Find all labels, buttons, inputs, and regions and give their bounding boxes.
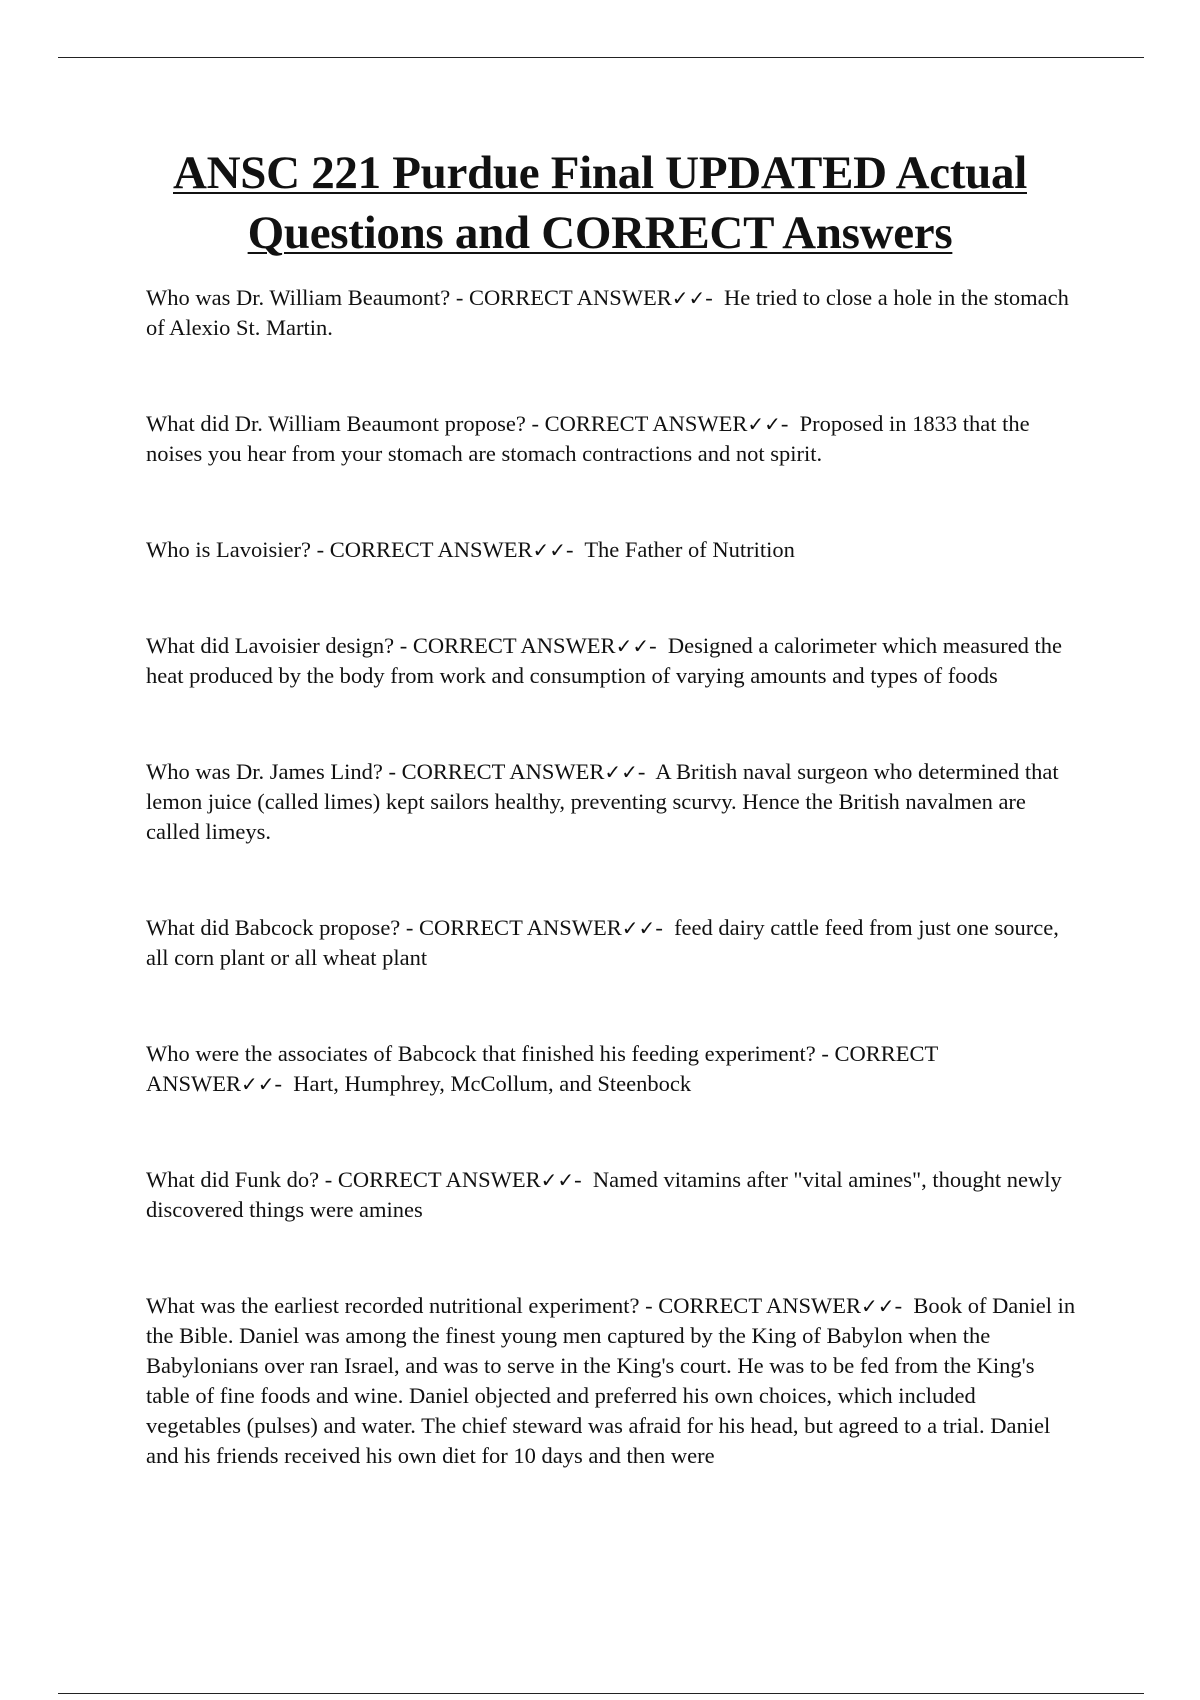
top-rule [58,57,1144,58]
answer-label: CORRECT ANSWER [146,1041,938,1096]
answer-text: A British naval surgeon who determined that lemon juice (called limes) kept sailors healthy, preventing scurvy. Hence the British navalmen are called limeys. [146,759,1059,844]
qa-item: Who were the associates of Babcock that finished his feeding experiment? - CORRECT ANSWER✓✓- Hart, Humphrey, McCollum, and Steenbock [146,1041,938,1096]
answer-label: CORRECT ANSWER [419,915,622,940]
double-check-icon: ✓✓ [241,1072,275,1096]
title-line-1: ANSC 221 Purdue Final UPDATED Actual [173,147,1027,199]
qa-item: What did Dr. William Beaumont propose? - CORRECT ANSWER✓✓- Proposed in 1833 that the noises you hear from your stomach are stomach contractions and not spirit. [146,411,1030,466]
question-text: What did Funk do? [146,1167,320,1192]
qa-item: What was the earliest recorded nutritional experiment? - CORRECT ANSWER✓✓- Book of Daniel in the Bible. Daniel was among the finest young men captured by the King of Babylon when the Babylonians over ran Israel, and was to serve in the King's court. He was to be fed from the King's table of fine foods and wine. Daniel objected and preferred his own choices, which included vegetables (pulses) and water. The chief steward was afraid for his head, but agreed to a trial. Daniel and his friends received his own diet for 10 days and then were [146,1293,1076,1468]
answer-label: CORRECT ANSWER [469,285,672,310]
answer-text: feed dairy cattle feed from just one source, all corn plant or all wheat plant [146,915,1059,970]
qa-item: What did Funk do? - CORRECT ANSWER✓✓- Named vitamins after "vital amines", thought newly discovered things were amines [146,1167,1062,1222]
double-check-icon: ✓✓ [861,1294,895,1318]
question-text: What did Lavoisier design? [146,633,395,658]
question-text: Who was Dr. William Beaumont? [146,285,451,310]
question-text: What was the earliest recorded nutritional experiment? [146,1293,640,1318]
question-text: Who were the associates of Babcock that finished his feeding experiment? [146,1041,816,1066]
answer-label: CORRECT ANSWER [329,537,533,562]
double-check-icon: ✓✓ [671,286,706,310]
qa-item: What did Lavoisier design? - CORRECT ANSWER✓✓- Designed a calorimeter which measured the heat produced by the body from work and consumption of varying amounts and types of foods [146,633,1063,688]
double-check-icon: ✓✓ [747,412,781,436]
answer-label: CORRECT ANSWER [412,633,616,658]
qa-list [146,283,1076,1537]
answer-text: Named vitamins after "vital amines", thought newly discovered things were amines [146,1167,1062,1222]
title-line-2: Questions and CORRECT Answers [247,207,953,259]
question-text: What did Dr. William Beaumont propose? [146,411,526,436]
answer-label: CORRECT ANSWER [337,1167,541,1192]
document-title [0,143,1200,263]
double-check-icon: ✓✓ [532,538,566,562]
question-text: Who is Lavoisier? [146,537,311,562]
qa-item: Who was Dr. James Lind? - CORRECT ANSWER✓✓- A British naval surgeon who determined that lemon juice (called limes) kept sailors healthy, preventing scurvy. Hence the British navalmen are called limeys. [146,759,1059,844]
answer-text: He tried to close a hole in the stomach of Alexio St. Martin. [146,285,1069,340]
answer-text: Proposed in 1833 that the noises you hear from your stomach are stomach contractions and not spirit. [146,411,1030,466]
qa-item: Who is Lavoisier? - CORRECT ANSWER✓✓- The Father of Nutrition [146,537,795,562]
bottom-rule [58,1693,1144,1694]
double-check-icon: ✓✓ [540,1168,575,1192]
answer-label: CORRECT ANSWER [658,1293,862,1318]
question-text: Who was Dr. James Lind? [146,759,383,784]
qa-item: Who was Dr. William Beaumont? - CORRECT ANSWER✓✓- He tried to close a hole in the stomach of Alexio St. Martin. [146,285,1069,340]
answer-text: The Father of Nutrition [584,537,795,562]
answer-label: CORRECT ANSWER [401,759,605,784]
qa-item: What did Babcock propose? - CORRECT ANSWER✓✓- feed dairy cattle feed from just one source, all corn plant or all wheat plant [146,915,1059,970]
answer-text: Book of Daniel in the Bible. Daniel was among the finest young men captured by the King of Babylon when the Babylonians over ran Israel, and was to serve in the King's court. He was to be fed from the King's table of fine foods and wine. Daniel objected and preferred his own choices, which included vegetables (pulses) and water. The chief steward was afraid for his head, but agreed to a trial. Daniel and his friends received his own diet for 10 days and then were [146,1293,1076,1468]
question-text: What did Babcock propose? [146,915,401,940]
double-check-icon: ✓✓ [615,634,650,658]
answer-label: CORRECT ANSWER [544,411,748,436]
double-check-icon: ✓✓ [604,760,638,784]
answer-text: Designed a calorimeter which measured the heat produced by the body from work and consumption of varying amounts and types of foods [146,633,1063,688]
answer-text: Hart, Humphrey, McCollum, and Steenbock [293,1071,692,1096]
double-check-icon: ✓✓ [621,916,656,940]
